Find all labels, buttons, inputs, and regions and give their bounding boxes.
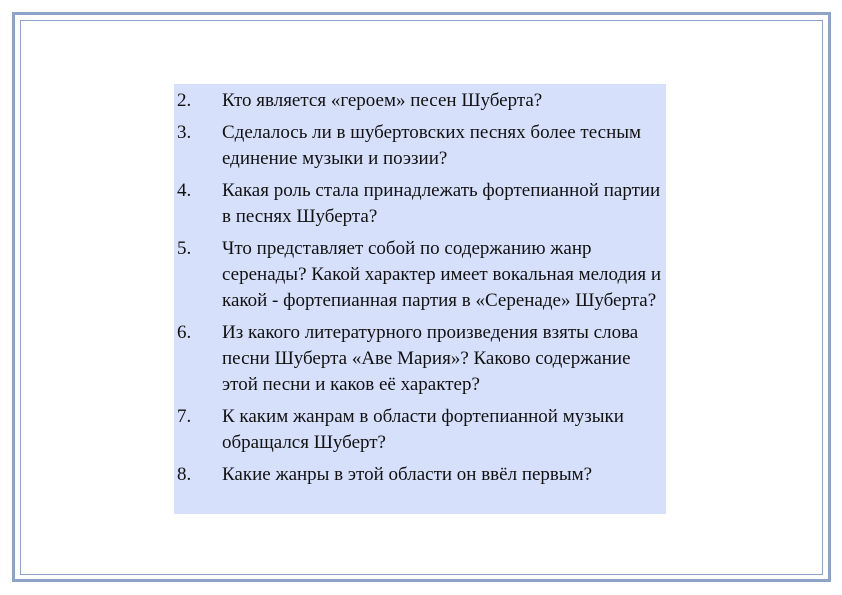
question-text: Какая роль стала принадлежать фортепианной партии в песнях Шуберта? [222, 180, 661, 227]
question-number: 5. [177, 238, 192, 259]
question-item [177, 320, 662, 398]
question-text: Что представляет собой по содержанию жанр серенады? Какой характер имеет вокальная мелодия и какой - фортепианная партия в «Серенаде» Шуберта? [222, 238, 661, 311]
question-item [177, 120, 662, 172]
question-text: Сделалось ли в шубертовских песнях более тесным единение музыки и поэзии? [222, 122, 642, 169]
question-text: Какие жанры в этой области он ввёл первым? [222, 464, 593, 485]
question-text: Кто является «героем» песен Шуберта? [222, 90, 543, 111]
question-number: 7. [177, 406, 192, 427]
question-item [177, 462, 662, 488]
question-item [177, 404, 662, 456]
question-item [177, 236, 662, 314]
question-list [177, 88, 662, 488]
question-number: 8. [177, 464, 192, 485]
question-number: 4. [177, 180, 192, 201]
question-text: К каким жанрам в области фортепианной музыки обращался Шуберт? [222, 406, 624, 453]
question-item [177, 88, 662, 114]
question-text: Из какого литературного произведения взяты слова песни Шуберта «Аве Мария»? Каково содержание этой песни и каков её характер? [222, 322, 639, 395]
question-number: 6. [177, 322, 192, 343]
question-number: 2. [177, 90, 192, 111]
question-box [174, 84, 666, 514]
question-number: 3. [177, 122, 192, 143]
question-item [177, 178, 662, 230]
